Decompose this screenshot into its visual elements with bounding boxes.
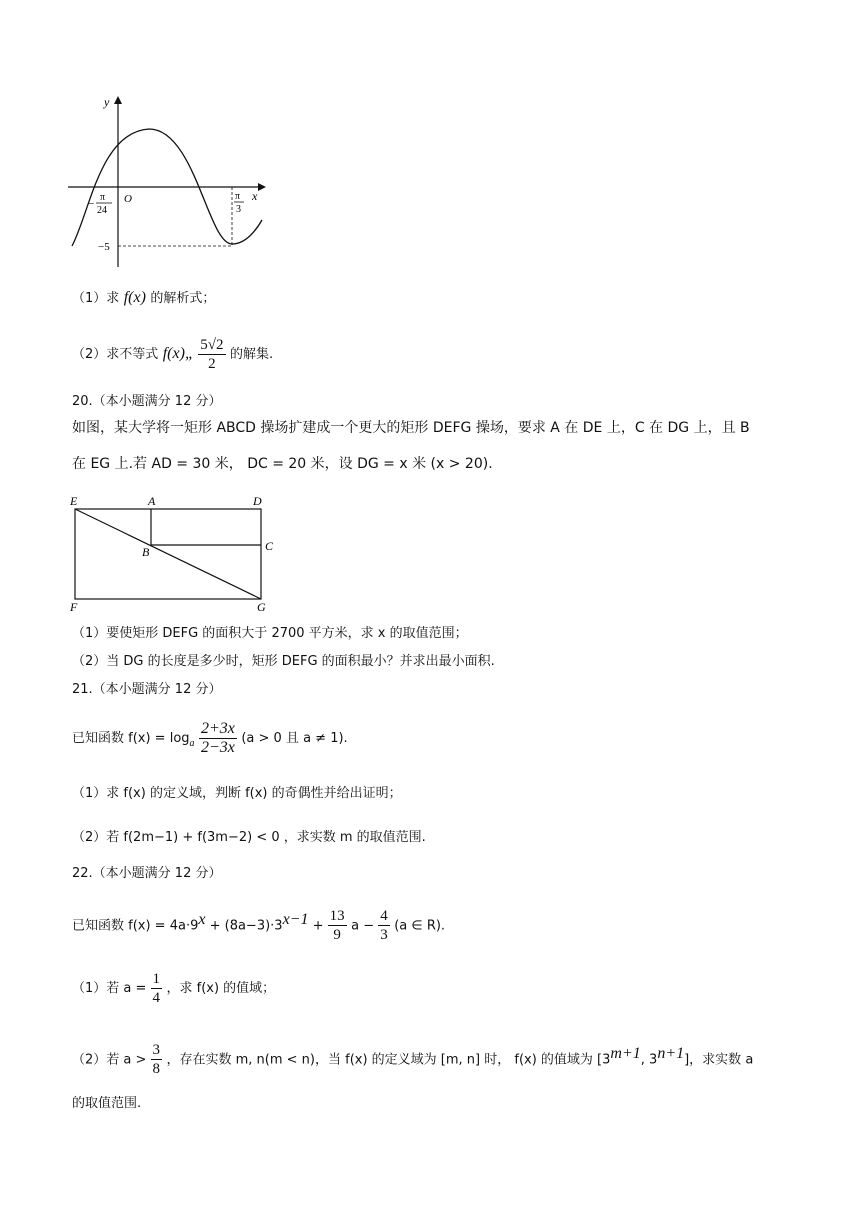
q20-part1: （1）要使矩形 DEFG 的面积大于 2700 平方米，求 x 的取值范围； [72, 626, 468, 641]
q22-part2-line2: 的取值范围. [72, 1096, 142, 1111]
x-axis-label: x [252, 189, 258, 203]
label-e: E [70, 494, 78, 508]
q21-fraction: $\frac{2+3x}{2-3x}$ [200, 719, 235, 756]
q22-fraction-13-9: $\frac{13}{9}$ [329, 908, 345, 944]
label-b: B [142, 545, 150, 559]
sine-graph [60, 92, 270, 274]
y-min-label: −5 [98, 241, 110, 253]
q20-line1: 如图，某大学将一矩形 ABCD 操场扩建成一个更大的矩形 DEFG 操场，要求 A 在 DE 上，C 在 DG 上，且 B [72, 420, 750, 436]
label-c: C [265, 539, 274, 553]
q20-line2: 在 EG 上.若 AD = 30 米， DC = 20 米，设 DG = x 米 (x > 20). [72, 456, 493, 472]
x-axis-arrow [258, 183, 266, 191]
q22-fraction-4-3: $\frac{4}{3}$ [380, 908, 388, 944]
x-left-den: 24 [97, 205, 107, 216]
q21-header: 21.（本小题满分 12 分） [72, 682, 222, 697]
label-g: G [257, 600, 266, 614]
q20-part2: （2）当 DG 的长度是多少时，矩形 DEFG 的面积最小？并求出最小面积. [72, 654, 495, 669]
q22-header: 22.（本小题满分 12 分） [72, 866, 222, 881]
q21-part2: （2）若 f(2m−1) + f(3m−2) < 0 ，求实数 m 的取值范围. [72, 830, 426, 845]
y-axis-arrow [114, 96, 122, 104]
origin-label: O [124, 193, 132, 205]
q19-part1: （1）求 f(x) 的解析式； [72, 289, 216, 306]
rectangle-figure [64, 490, 284, 616]
diagonal-eg [75, 509, 261, 599]
q22-p2-fraction: $\frac{3}{8}$ [152, 1042, 161, 1078]
x-right-num: π [235, 191, 241, 202]
q22-given: 已知函数 $f(x) = 4a\cdot 9^x + (8a-3)\cdot 3^{x-1}$ + $\frac{13}{9}$ a − $\frac{4}{3}$ (a ∈ R). [72, 908, 446, 944]
x-right-den: 3 [236, 204, 241, 215]
q22-part1: （1）若 a = $\frac{1}{4}$ ，求 f(x) 的值域； [72, 970, 276, 1006]
label-f: F [70, 600, 78, 614]
x-left-sign: − [88, 198, 95, 210]
y-axis-label: y [104, 95, 110, 109]
label-d: D [253, 494, 262, 508]
q19-fraction: $\frac{5√2}{2}$ [200, 336, 224, 372]
q21-given: 已知函数 $f(x) = \log_a$ $\frac{2+3x}{2-3x}$ (a > 0 且 a ≠ 1). [72, 719, 348, 756]
q20-header: 20.（本小题满分 12 分） [72, 394, 222, 409]
q19-part2: （2）求不等式 f(x)„ $\frac{5√2}{2}$ 的解集. [72, 336, 274, 372]
x-left-num: π [100, 192, 106, 203]
q22-part2: （2）若 a > $\frac{3}{8}$ ，存在实数 m, n(m < n)，当 f(x) 的定义域为 [m, n] 时， f(x) 的值域为 [$3^{m+1}$, $3^{n+1}$]，求实数 a [72, 1042, 754, 1078]
label-a: A [148, 494, 156, 508]
q21-part1: （1）求 f(x) 的定义域，判断 f(x) 的奇偶性并给出证明； [72, 786, 402, 801]
q22-p1-fraction: $\frac{1}{4}$ [152, 970, 161, 1006]
